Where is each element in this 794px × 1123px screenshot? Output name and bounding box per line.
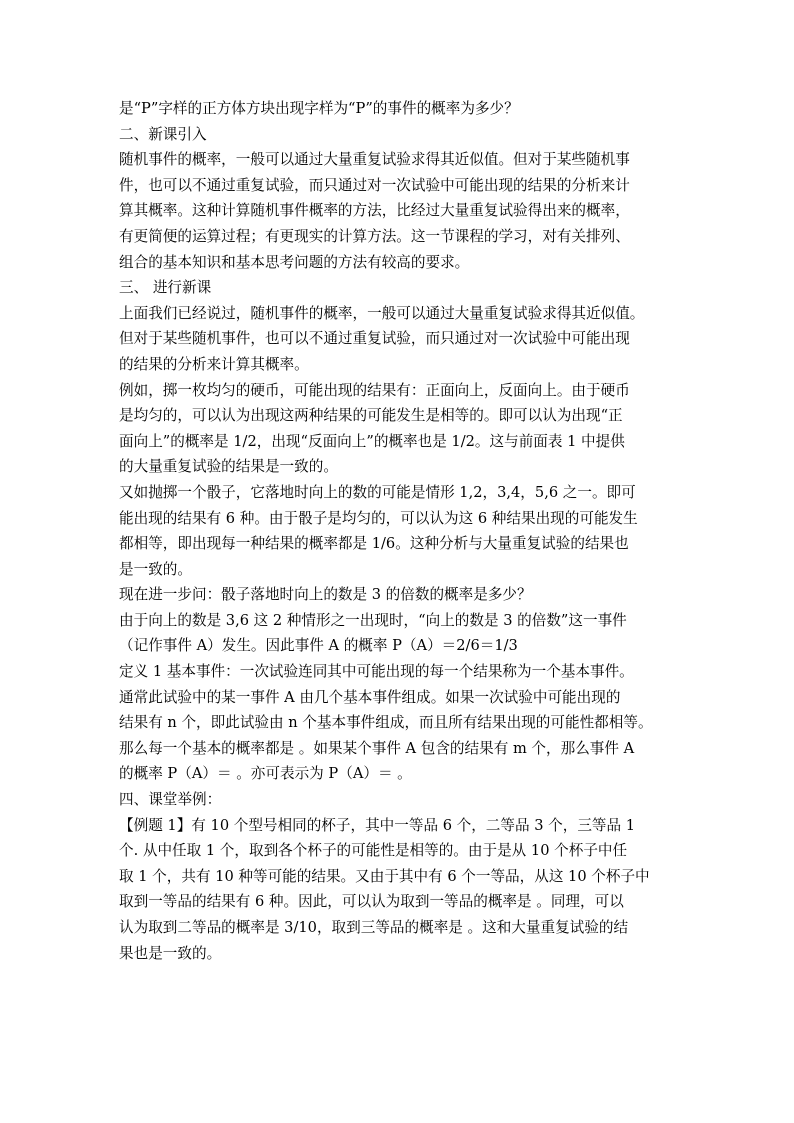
text-line: 是均匀的，可以认为出现这两种结果的可能发生是相等的。即可以认为出现“正 — [119, 407, 623, 425]
text-line: 有更简便的运算过程；有更现实的计算方法。这一节课程的学习，对有关排列、 — [119, 227, 630, 245]
text-line: 由于向上的数是 3,6 这 2 种情形之一出现时，“向上的数是 3 的倍数”这一事件 — [119, 611, 627, 629]
document-body — [119, 96, 679, 966]
text-line: 面向上”的概率是 1/2，出现“反面向上”的概率也是 1/2。这与前面表 1 中提供 — [119, 432, 625, 450]
text-line: 的大量重复试验的结果是一致的。 — [119, 458, 338, 476]
text-line: 取到一等品的结果有 6 种。因此，可以认为取到一等品的概率是 。同理，可以 — [119, 893, 624, 911]
text-line: 的结果的分析来计算其概率。 — [119, 355, 309, 373]
text-line: 算其概率。这种计算随机事件概率的方法，比经过大量重复试验得出来的概率， — [119, 202, 630, 220]
section-heading: 三、 进行新课 — [119, 279, 212, 297]
text-line: 都相等，即出现每一种结果的概率都是 1/6。这种分析与大量重复试验的结果也 — [119, 535, 629, 553]
text-line: 结果有 n 个，即此试验由 n 个基本事件组成，而且所有结果出现的可能性都相等。 — [119, 714, 653, 732]
text-line: 是“P”字样的正方体方块出现字样为“P”的事件的概率为多少？ — [119, 100, 519, 117]
text-line: 又如抛掷一个骰子，它落地时向上的数的可能是情形 1,2，3,4，5,6 之一。即可 — [119, 483, 636, 501]
text-line: 现在进一步问：骰子落地时向上的数是 3 的倍数的概率是多少？ — [119, 586, 532, 604]
text-line: 件，也可以不通过重复试验，而只通过对一次试验中可能出现的结果的分析来计 — [119, 176, 630, 194]
text-line: 是一致的。 — [119, 560, 192, 578]
section-heading: 二、新课引入 — [119, 125, 207, 143]
text-line: （记作事件 A）发生。因此事件 A 的概率 P（A）＝2/6＝1/3 — [119, 637, 518, 655]
text-line: 个. 从中任取 1 个，取到各个杯子的可能性是相等的。由于是从 10 个杯子中任 — [119, 842, 628, 860]
text-line: 上面我们已经说过，随机事件的概率，一般可以通过大量重复试验求得其近似值。 — [119, 304, 645, 322]
text-line: 例如，掷一枚均匀的硬币，可能出现的结果有：正面向上，反面向上。由于硬币 — [119, 381, 630, 399]
text-line: 组合的基本知识和基本思考问题的方法有较高的要求。 — [119, 253, 470, 271]
definition-line: 定义 1 基本事件：一次试验连同其中可能出现的每一个结果称为一个基本事件。 — [119, 663, 634, 681]
text-line: 的概率 P（A）＝ 。亦可表示为 P（A）＝ 。 — [119, 765, 412, 783]
text-line: 通常此试验中的某一事件 A 由几个基本事件组成。如果一次试验中可能出现的 — [119, 688, 621, 706]
text-line: 那么每一个基本的概率都是 。如果某个事件 A 包含的结果有 m 个，那么事件 A — [119, 739, 635, 757]
text-line: 随机事件的概率，一般可以通过大量重复试验求得其近似值。但对于某些随机事 — [119, 151, 630, 169]
text-line: 取 1 个，共有 10 种等可能的结果。又由于其中有 6 个一等品，从这 10 个杯子中 — [119, 867, 650, 885]
text-line: 能出现的结果有 6 种。由于骰子是均匀的，可以认为这 6 种结果出现的可能发生 — [119, 509, 638, 527]
text-line: 但对于某些随机事件，也可以不通过重复试验，而只通过对一次试验中可能出现 — [119, 330, 630, 348]
section-heading: 四、课堂举例： — [119, 791, 222, 809]
example-line: 【例题 1】有 10 个型号相同的杯子，其中一等品 6 个，二等品 3 个，三等品 1 — [119, 816, 636, 834]
text-line: 果也是一致的。 — [119, 944, 222, 962]
text-line: 认为取到二等品的概率是 3/10，取到三等品的概率是 。这和大量重复试验的结 — [119, 919, 629, 936]
